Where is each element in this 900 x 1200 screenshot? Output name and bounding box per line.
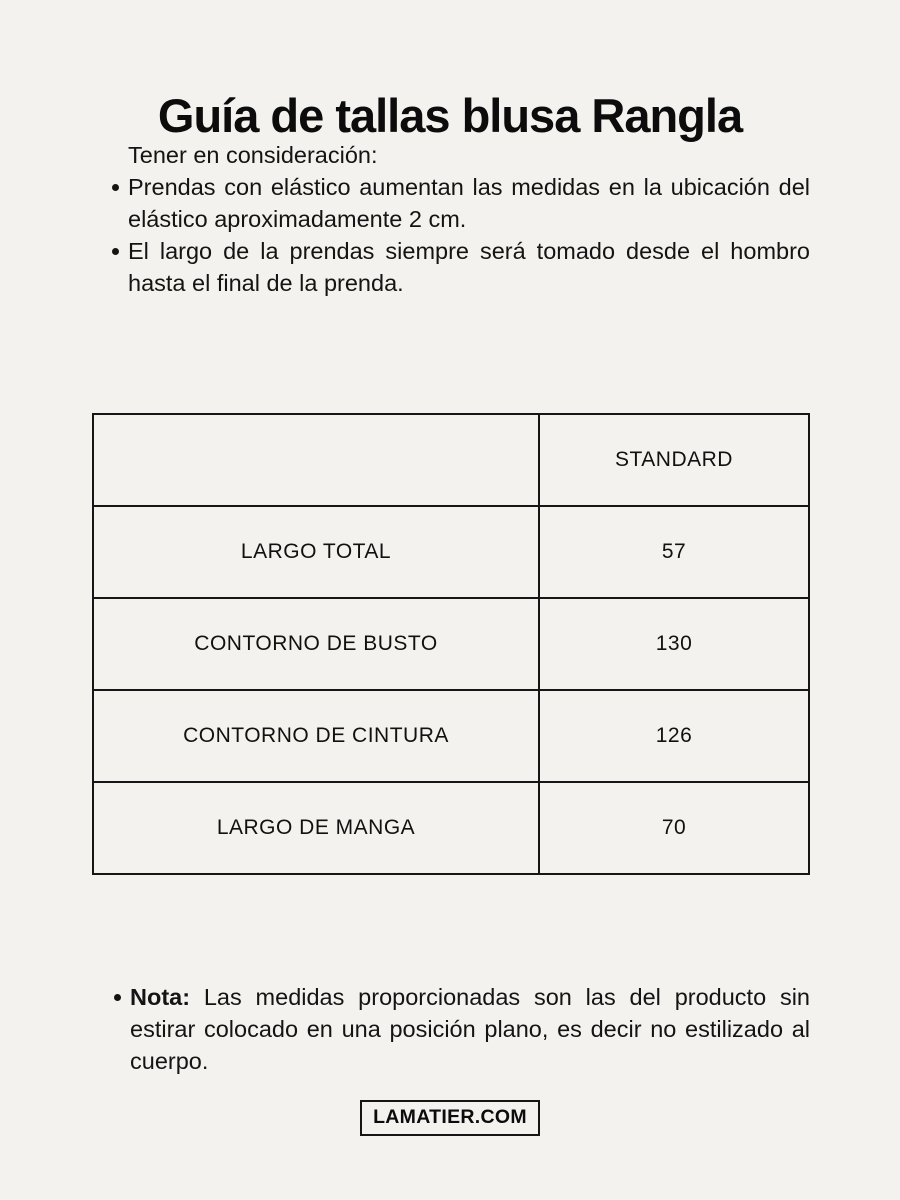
- considerations-list: [110, 171, 810, 299]
- measure-label-largo-manga: LARGO DE MANGA: [93, 782, 539, 874]
- note-item: [112, 981, 810, 1077]
- table-column-header-standard: STANDARD: [539, 414, 809, 506]
- measure-label-contorno-cintura: CONTORNO DE CINTURA: [93, 690, 539, 782]
- measure-value-contorno-cintura: 126: [539, 690, 809, 782]
- table-row: [93, 690, 809, 782]
- table-row: [93, 598, 809, 690]
- considerations-section: [110, 139, 810, 299]
- note-label: Nota:: [130, 984, 191, 1010]
- table-header-row: [93, 414, 809, 506]
- considerations-heading: Tener en consideración:: [128, 142, 378, 168]
- size-table: [92, 413, 810, 875]
- note-section: [112, 981, 810, 1077]
- measure-label-contorno-busto: CONTORNO DE BUSTO: [93, 598, 539, 690]
- measure-value-contorno-busto: 130: [539, 598, 809, 690]
- measure-value-largo-manga: 70: [539, 782, 809, 874]
- table-row: [93, 506, 809, 598]
- measure-label-largo-total: LARGO TOTAL: [93, 506, 539, 598]
- table-row: [93, 782, 809, 874]
- table-corner-cell: [93, 414, 539, 506]
- consideration-item-elastic: Prendas con elástico aumentan las medidas en la ubicación del elástico aproximadamente 2 cm.: [110, 171, 810, 235]
- page-title: Guía de tallas blusa Rangla: [157, 89, 743, 143]
- measure-value-largo-total: 57: [539, 506, 809, 598]
- footer: [0, 1100, 900, 1136]
- note-text: Las medidas proporcionadas son las del producto sin estirar colocado en una posición plano, es decir no estilizado al cuerpo.: [130, 984, 810, 1074]
- brand-badge: LAMATIER.COM: [360, 1100, 540, 1136]
- consideration-item-length: El largo de la prendas siempre será tomado desde el hombro hasta el final de la prenda.: [110, 235, 810, 299]
